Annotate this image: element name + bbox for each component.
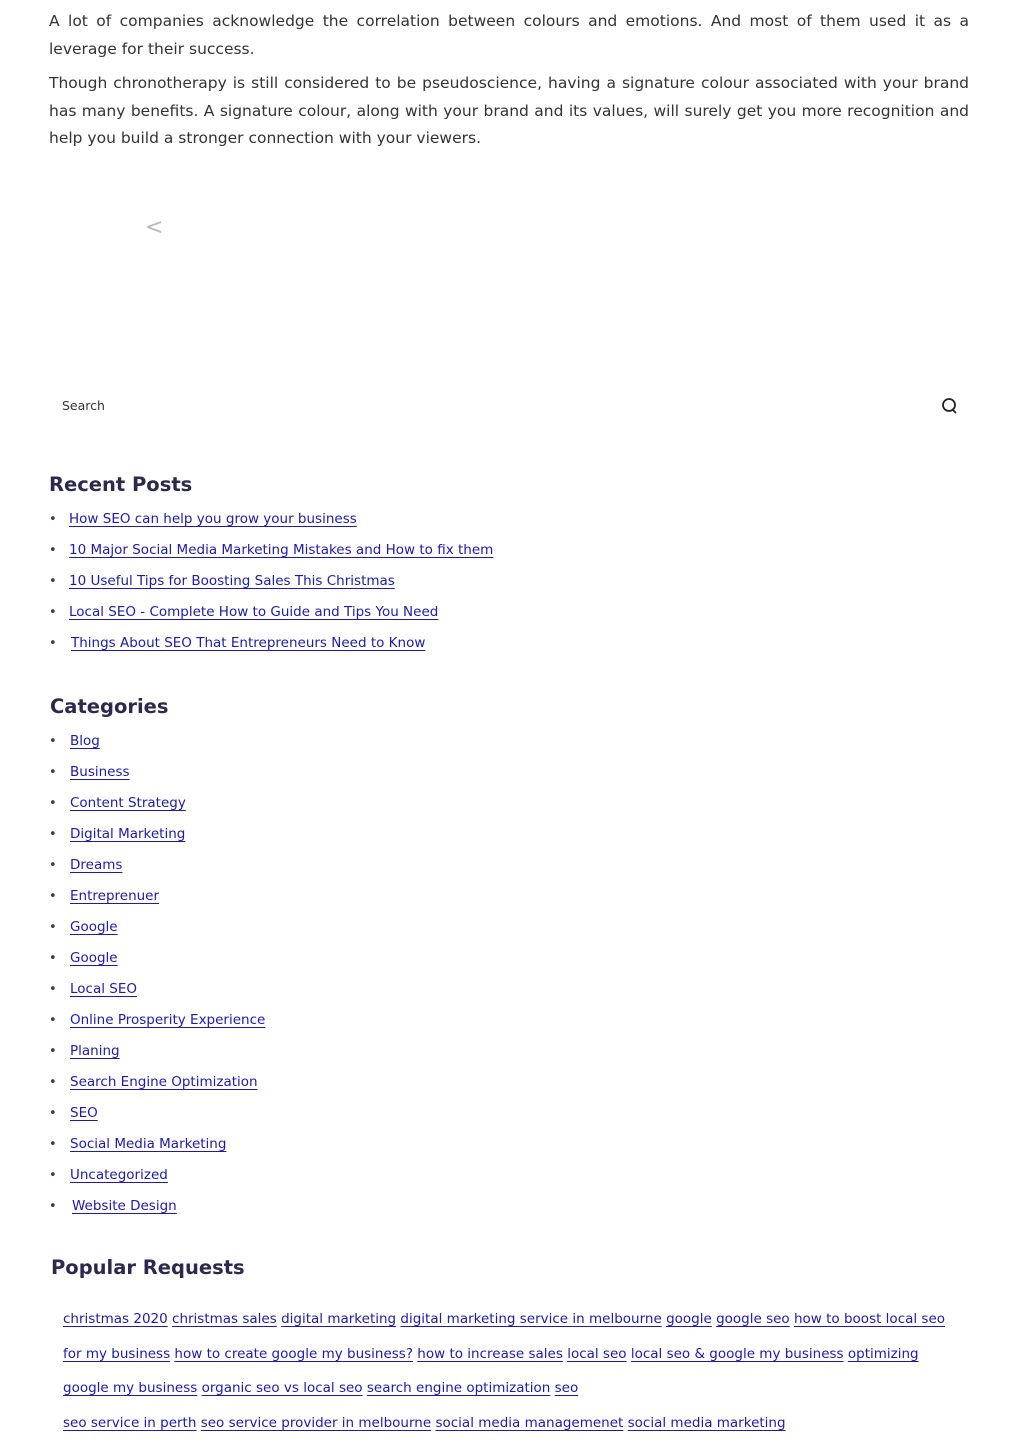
tag-link[interactable]: optimizing google my business [63,1345,919,1396]
recent-post-link[interactable]: Things About SEO That Entrepreneurs Need to Know [71,635,426,651]
tag-cloud [63,1302,963,1440]
tag-link[interactable]: seo service provider in melbourne [200,1414,432,1431]
recent-post-link[interactable]: Local SEO - Complete How to Guide and Tips You Need [69,604,439,620]
bullet-icon: • [49,765,57,780]
list-item [49,1041,265,1072]
list-item [49,855,265,886]
category-link[interactable]: Local SEO [70,981,138,997]
category-link[interactable]: Digital Marketing [70,826,186,842]
bullet-icon: • [49,1137,57,1152]
category-link[interactable]: Website Design [72,1198,177,1214]
tag-link[interactable]: how to increase sales [417,1345,563,1362]
bullet-icon: • [49,1044,57,1059]
tag-link[interactable]: digital marketing service in melbourne [400,1311,662,1327]
list-item [49,509,493,540]
search-form [50,388,970,424]
tag-link[interactable]: christmas 2020 [63,1311,168,1327]
list-item [49,633,493,664]
tag-link[interactable]: google [666,1311,712,1327]
article-body [49,8,969,160]
list-item [49,1134,265,1165]
article-paragraph: A lot of companies acknowledge the correlation between colours and emotions. And most of them used it as a leverage for their success. [49,12,969,58]
bullet-icon: • [49,796,57,811]
recent-post-link[interactable]: 10 Major Social Media Marketing Mistakes and How to fix them [69,542,494,558]
bullet-icon: • [49,1168,57,1183]
carousel-prev-arrow-icon[interactable]: < [145,215,164,240]
bullet-icon: • [49,543,57,558]
search-button[interactable] [938,393,962,417]
popular-requests-heading: Popular Requests [51,1256,245,1279]
tag-link[interactable]: seo [554,1380,579,1396]
bullet-icon: • [49,889,57,904]
category-link[interactable]: Uncategorized [70,1167,168,1183]
category-link[interactable]: Blog [70,733,100,749]
list-item [49,1165,265,1196]
bullet-icon: • [49,574,57,589]
category-link[interactable]: Search Engine Optimization [70,1074,258,1090]
tag-link[interactable]: local seo & google my business [630,1345,844,1362]
category-link[interactable]: SEO [70,1105,98,1121]
list-item [49,948,265,979]
category-link[interactable]: Google [70,919,118,935]
tag-link[interactable]: digital marketing [281,1311,397,1327]
recent-post-link[interactable]: 10 Useful Tips for Boosting Sales This Christmas [69,573,395,589]
list-item [49,540,493,571]
tag-link[interactable]: organic seo vs local seo [201,1380,363,1396]
categories-heading: Categories [50,695,169,718]
recent-post-link[interactable]: How SEO can help you grow your business [69,511,357,527]
search-icon [938,393,962,417]
tag-link[interactable]: seo service in perth [63,1414,197,1431]
search-input[interactable] [50,388,932,422]
list-item [49,917,265,948]
tag-link[interactable]: google seo [716,1311,790,1327]
bullet-icon: • [49,982,57,997]
bullet-icon: • [49,1199,57,1214]
category-link[interactable]: Dreams [70,857,123,873]
bullet-icon: • [49,920,57,935]
list-item [49,602,493,633]
categories-list [49,731,265,1227]
bullet-icon: • [49,827,57,842]
category-link[interactable]: Online Prosperity Experience [70,1012,266,1028]
category-link[interactable]: Planing [70,1043,120,1059]
bullet-icon: • [49,1106,57,1121]
list-item [49,979,265,1010]
category-link[interactable]: Google [70,950,118,966]
bullet-icon: • [49,636,57,651]
bullet-icon: • [49,512,57,527]
list-item [49,571,493,602]
category-link[interactable]: Business [70,764,130,780]
list-item [49,731,265,762]
bullet-icon: • [49,734,57,749]
list-item [49,793,265,824]
category-link[interactable]: Social Media Marketing [70,1136,227,1152]
bullet-icon: • [49,858,57,873]
list-item [49,886,265,917]
list-item [49,1196,265,1227]
tag-link[interactable]: how to boost local seo for my business [63,1311,946,1362]
bullet-icon: • [49,951,57,966]
tag-link[interactable]: search engine optimization [366,1380,551,1396]
tag-link[interactable]: christmas sales [172,1311,277,1327]
category-link[interactable]: Entreprenuer [70,888,160,904]
article-paragraph: Though chronotherapy is still considered to be pseudoscience, having a signature colour associated with your brand has many benefits. A signature colour, along with your brand and its values, will surely get you more recognition and help you build a stronger connection with your viewers. [49,74,969,147]
list-item [49,762,265,793]
list-item [49,824,265,855]
tag-link[interactable]: local seo [567,1345,627,1362]
category-link[interactable]: Content Strategy [70,795,186,811]
list-item [49,1010,265,1041]
bullet-icon: • [49,1013,57,1028]
tag-link[interactable]: social media managemenet [435,1414,624,1431]
bullet-icon: • [49,605,57,620]
list-item [49,1103,265,1134]
tag-link[interactable]: social media marketing [627,1414,786,1431]
list-item [49,1072,265,1103]
recent-posts-list [49,509,493,664]
recent-posts-heading: Recent Posts [49,473,193,496]
tag-link[interactable]: how to create google my business? [174,1345,413,1362]
bullet-icon: • [49,1075,57,1090]
